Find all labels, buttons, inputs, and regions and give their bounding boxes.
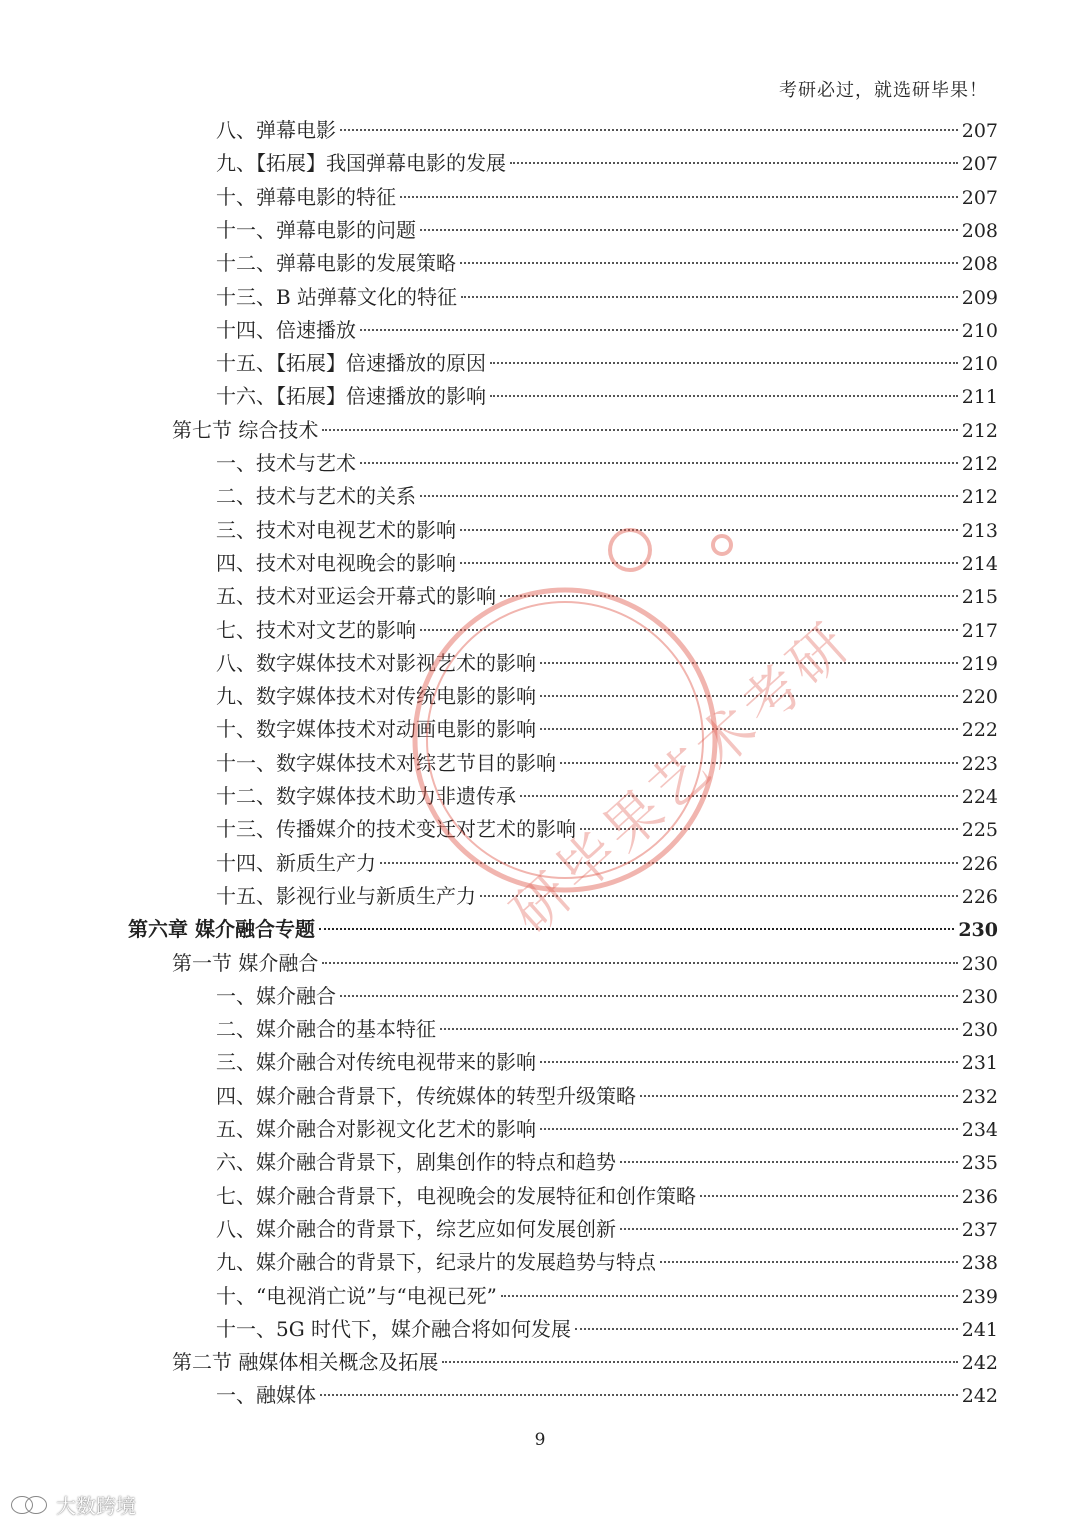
toc-entry-page: 212 (961, 453, 998, 475)
toc-entry-page: 230 (961, 1019, 998, 1042)
toc-entry[interactable] (216, 1280, 998, 1313)
toc-entry-title: 十五、影视行业与新质生产力 (216, 883, 476, 908)
toc-entry-title: 十、数字媒体技术对动画电影的影响 (216, 717, 536, 742)
toc-entry-title: 五、技术对亚运会开幕式的影响 (216, 584, 496, 609)
toc-dot-leader (420, 629, 958, 631)
toc-dot-leader (340, 129, 958, 131)
toc-entry[interactable] (216, 1246, 998, 1279)
toc-entry[interactable] (216, 181, 998, 214)
toc-entry[interactable] (216, 314, 998, 347)
toc-entry[interactable] (216, 980, 998, 1013)
toc-entry-title: 十二、弹幕电影的发展策略 (216, 251, 456, 276)
toc-entry[interactable] (216, 214, 998, 247)
toc-dot-leader (420, 495, 958, 497)
toc-entry[interactable] (216, 247, 998, 280)
toc-dot-leader (490, 395, 958, 397)
toc-entry-title: 十五、【拓展】倍速播放的原因 (216, 351, 486, 376)
toc-entry-page: 230 (961, 952, 998, 975)
toc-dot-leader (620, 1228, 958, 1230)
toc-dot-leader (460, 529, 958, 531)
toc-entry-title: 三、媒介融合对传统电视带来的影响 (216, 1050, 536, 1075)
toc-dot-leader (322, 429, 957, 431)
toc-entry-title: 一、技术与艺术 (216, 451, 356, 475)
toc-dot-leader (400, 196, 958, 198)
toc-entry-title: 三、技术对电视艺术的影响 (216, 517, 456, 542)
toc-entry-page: 214 (961, 552, 998, 575)
toc-entry-title: 十六、【拓展】倍速播放的影响 (216, 384, 486, 409)
toc-dot-leader (501, 1295, 958, 1297)
toc-dot-leader (700, 1195, 958, 1197)
toc-entry[interactable] (216, 1046, 998, 1079)
toc-entry[interactable] (216, 114, 998, 147)
running-header: 考研必过，就选研毕果！ (779, 80, 988, 101)
toc-entry-page: 207 (961, 120, 998, 142)
toc-entry[interactable] (216, 480, 998, 513)
toc-entry-page: 237 (961, 1218, 998, 1241)
toc-dot-leader (442, 1361, 957, 1363)
toc-entry[interactable] (216, 813, 998, 846)
toc-dot-leader (460, 562, 958, 564)
toc-entry[interactable] (216, 347, 998, 380)
toc-entry-title: 十四、倍速播放 (216, 317, 356, 342)
toc-entry[interactable] (216, 1113, 998, 1146)
toc-entry[interactable] (216, 380, 998, 413)
toc-entry[interactable] (216, 580, 998, 613)
page-number: 9 (534, 1430, 546, 1450)
toc-dot-leader (540, 1128, 958, 1130)
toc-entry-title: 第一节 媒介融合 (172, 950, 319, 975)
toc-dot-leader (575, 1328, 958, 1330)
toc-entry-page: 220 (961, 686, 998, 709)
toc-entry-title: 四、技术对电视晚会的影响 (216, 550, 456, 575)
toc-entry[interactable] (216, 1146, 998, 1179)
toc-dot-leader (560, 762, 958, 764)
toc-entry[interactable] (128, 913, 998, 946)
toc-entry[interactable] (216, 847, 998, 880)
toc-entry-title: 十、“电视消亡说”与“电视已死” (216, 1283, 497, 1308)
chain-logo-icon (10, 1493, 50, 1517)
toc-entry-page: 234 (961, 1119, 998, 1141)
toc-entry[interactable] (216, 780, 998, 813)
toc-entry-page: 225 (961, 819, 998, 842)
toc-entry-title: 六、媒介融合背景下，剧集创作的特点和趋势 (216, 1150, 616, 1175)
toc-entry-page: 215 (961, 586, 998, 609)
toc-entry-title: 九、【拓展】我国弹幕电影的发展 (216, 151, 506, 176)
toc-entry-title: 九、媒介融合的背景下，纪录片的发展趋势与特点 (216, 1250, 656, 1275)
toc-entry-title: 十二、数字媒体技术助力非遗传承 (216, 784, 516, 808)
toc-dot-leader (660, 1261, 958, 1263)
toc-dot-leader (461, 296, 958, 298)
toc-entry-page: 223 (961, 752, 998, 775)
toc-entry-page: 242 (961, 1352, 998, 1375)
toc-entry-title: 八、媒介融合的背景下，综艺应如何发展创新 (216, 1216, 616, 1241)
toc-entry-page: 217 (961, 619, 998, 642)
toc-entry-page: 208 (961, 219, 998, 242)
toc-entry-title: 七、技术对文艺的影响 (216, 617, 416, 642)
toc-entry-title: 八、数字媒体技术对影视艺术的影响 (216, 650, 536, 675)
toc-entry[interactable] (216, 747, 998, 780)
toc-entry-title: 七、媒介融合背景下，电视晚会的发展特征和创作策略 (216, 1183, 696, 1208)
toc-dot-leader (480, 895, 958, 897)
toc-entry-title: 一、融媒体 (216, 1383, 316, 1408)
toc-entry-page: 226 (961, 852, 998, 875)
toc-dot-leader (440, 1028, 958, 1030)
stamp-text: 研毕果艺术考研 (499, 608, 866, 948)
toc-entry[interactable] (216, 713, 998, 746)
toc-entry-title: 十三、传播媒介的技术变迁对艺术的影响 (216, 817, 576, 842)
toc-entry[interactable] (216, 1213, 998, 1246)
toc-entry-title: 十、弹幕电影的特征 (216, 184, 396, 209)
toc-dot-leader (540, 728, 958, 730)
toc-entry-title: 二、技术与艺术的关系 (216, 484, 416, 509)
toc-dot-leader (320, 1394, 958, 1396)
toc-dot-leader (540, 1061, 958, 1063)
toc-dot-leader (460, 262, 958, 264)
toc-dot-leader (340, 995, 958, 997)
toc-entry-title: 九、数字媒体技术对传统电影的影响 (216, 684, 536, 709)
toc-entry-page: 210 (961, 319, 998, 342)
toc-entry-page: 207 (961, 153, 998, 176)
toc-entry-page: 209 (961, 286, 998, 309)
toc-entry[interactable] (216, 281, 998, 314)
toc-entry[interactable] (216, 647, 998, 680)
toc-entry-page: 236 (961, 1185, 998, 1208)
toc-entry-title: 第七节 综合技术 (172, 417, 319, 442)
toc-entry-title: 第二节 融媒体相关概念及拓展 (172, 1350, 439, 1375)
toc-dot-leader (490, 362, 958, 364)
toc-entry[interactable] (216, 147, 998, 180)
toc-entry-page: 242 (961, 1385, 998, 1408)
toc-entry[interactable] (216, 1013, 998, 1046)
toc-dot-leader (319, 928, 954, 930)
toc-entry[interactable] (216, 880, 998, 913)
toc-entry-page: 219 (961, 652, 998, 675)
toc-entry-title: 二、媒介融合的基本特征 (216, 1017, 436, 1042)
toc-entry[interactable] (172, 947, 998, 980)
toc-entry-page: 232 (961, 1085, 998, 1108)
toc-entry[interactable] (216, 514, 998, 547)
toc-entry-page: 212 (961, 486, 998, 509)
toc-dot-leader (620, 1161, 958, 1163)
toc-entry-page: 224 (961, 786, 998, 808)
toc-entry-title: 十三、B 站弹幕文化的特征 (216, 284, 458, 309)
toc-entry-page: 230 (958, 919, 998, 942)
watermark-text: 大数跨境 (56, 1494, 136, 1518)
toc-entry-page: 238 (961, 1252, 998, 1275)
toc-dot-leader (500, 595, 958, 597)
toc-entry-page: 226 (961, 885, 998, 908)
toc-entry[interactable] (216, 680, 998, 713)
toc-entry-title: 十一、弹幕电影的问题 (216, 217, 416, 242)
toc-entry-page: 212 (961, 419, 998, 442)
toc-entry-page: 207 (961, 186, 998, 209)
toc-dot-leader (580, 828, 958, 830)
toc-entry[interactable] (216, 1313, 998, 1346)
toc-entry-title: 八、弹幕电影 (216, 118, 336, 142)
toc-entry-page: 222 (961, 719, 998, 742)
toc-entry-title: 五、媒介融合对影视文化艺术的影响 (216, 1117, 536, 1141)
toc-entry[interactable] (172, 1346, 998, 1379)
toc-entry-title: 十一、数字媒体技术对综艺节目的影响 (216, 750, 556, 775)
toc-dot-leader (360, 462, 958, 464)
toc-entry[interactable] (172, 414, 998, 447)
toc-entry-page: 230 (961, 985, 998, 1008)
toc-dot-leader (420, 229, 958, 231)
toc-entry-title: 一、媒介融合 (216, 983, 336, 1008)
toc-entry-title: 十四、新质生产力 (216, 850, 376, 875)
toc-entry-page: 241 (961, 1318, 998, 1341)
toc-dot-leader (380, 862, 958, 864)
toc-entry-title: 四、媒介融合背景下，传统媒体的转型升级策略 (216, 1083, 636, 1108)
toc-entry[interactable] (216, 1180, 998, 1213)
toc-dot-leader (540, 695, 958, 697)
toc-entry-page: 213 (961, 519, 998, 542)
toc-entry-page: 231 (961, 1052, 998, 1075)
toc-dot-leader (520, 795, 958, 797)
source-watermark (10, 1490, 136, 1519)
toc-entry-page: 208 (961, 253, 998, 276)
toc-entry[interactable] (216, 1379, 998, 1412)
toc-dot-leader (510, 162, 958, 164)
toc-entry[interactable] (216, 547, 998, 580)
toc-entry-title: 第六章 媒介融合专题 (128, 917, 315, 942)
toc-entry-title: 十一、5G 时代下，媒介融合将如何发展 (216, 1316, 572, 1341)
toc-entry-page: 210 (961, 353, 998, 376)
toc-entry[interactable] (216, 614, 998, 647)
toc-entry[interactable] (216, 447, 998, 480)
toc-dot-leader (540, 662, 958, 664)
toc-entry-page: 211 (961, 386, 998, 409)
toc-dot-leader (322, 962, 957, 964)
toc-dot-leader (640, 1095, 958, 1097)
toc-entry-page: 239 (961, 1285, 998, 1308)
toc-dot-leader (360, 329, 958, 331)
toc-entry[interactable] (216, 1080, 998, 1113)
toc-entry-page: 235 (961, 1152, 998, 1175)
